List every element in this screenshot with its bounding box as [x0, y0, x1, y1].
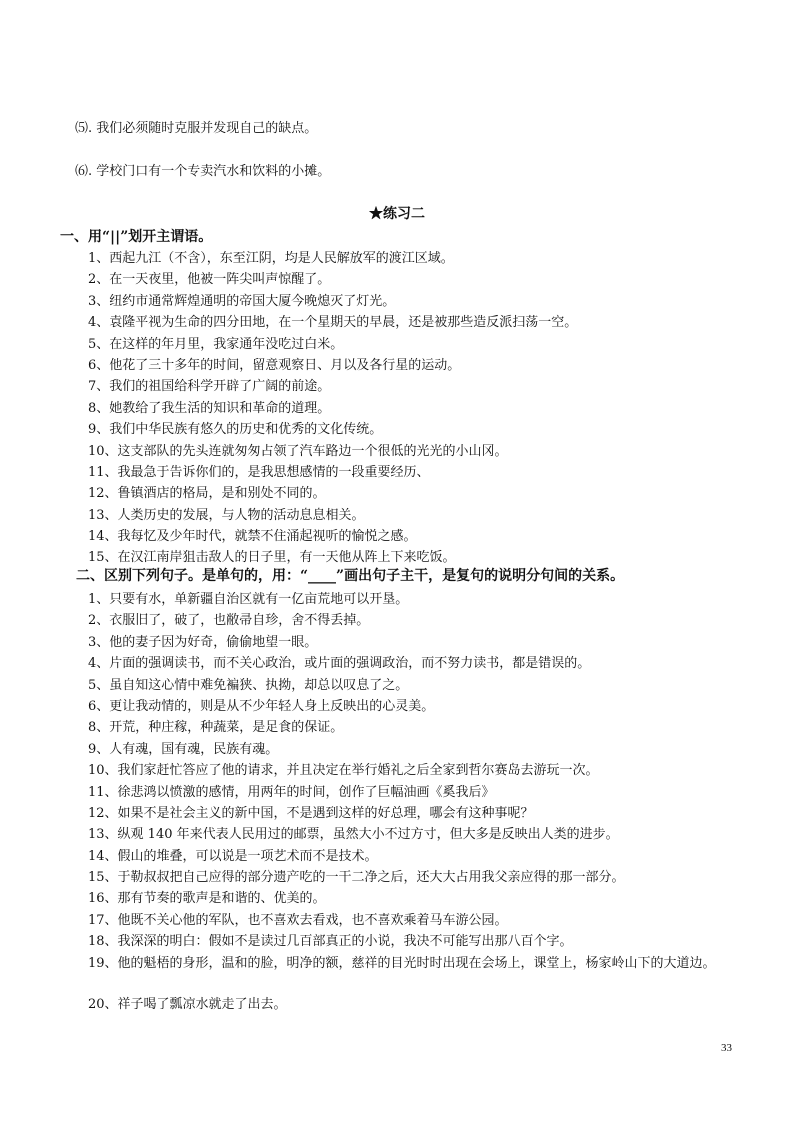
list-item-wrapped: 19、他的魁梧的身形，温和的脸，明净的额，慈祥的目光时时出现在会场上，课堂上，杨家岭山下的大道边。 [88, 956, 716, 971]
list-item: 15、在汉江南岸狙击敌人的日子里，有一天他从阵上下来吃饭。 [88, 550, 456, 566]
list-item: 13、人类历史的发展，与人物的活动息息相关。 [88, 507, 365, 523]
list-item: 2、在一天夜里，他被一阵尖叫声惊醒了。 [88, 272, 331, 288]
list-item: 10、我们家赶忙答应了他的请求，并且决定在举行婚礼之后全家到哲尔赛岛去游玩一次。 [88, 763, 599, 779]
list-item: 11、我最急于告诉你们的，是我思想感情的一段重要经历、 [88, 464, 430, 480]
list-item: 14、我每忆及少年时代，就禁不住涌起视听的愉悦之感。 [88, 529, 417, 545]
list-item: 16、那有节奏的歌声是和谐的、优美的。 [88, 891, 326, 907]
list-item: 6、他花了三十多年的时间，留意观察日、月以及各行星的运动。 [88, 357, 461, 373]
list-item: 3、纽约市通常辉煌通明的帝国大厦今晚熄灭了灯光。 [88, 293, 396, 309]
section1-heading: 一、用“||”划开主谓语。 [60, 229, 213, 245]
exercise-item-5: ⑸. 我们必须随时克服并发现自己的缺点。 [75, 121, 318, 136]
list-item: 12、鲁镇酒店的格局，是和别处不同的。 [88, 486, 326, 502]
list-item: 11、徐悲鸿以愤激的感情，用两年的时间，创作了巨幅油画《奚我后》 [88, 784, 495, 800]
section-title: ★练习二 [369, 206, 425, 222]
section2-heading: 二、区别下列句子。是单句的，用：“____”画出句子主干，是复句的说明分句间的关系。 [76, 568, 625, 584]
list-item: 1、只要有水，单新疆自治区就有一亿亩荒地可以开垦。 [88, 592, 409, 607]
list-item: 8、她教给了我生活的知识和革命的道理。 [88, 400, 331, 416]
list-item: 4、袁隆平视为生命的四分田地，在一个星期天的早晨，还是被那些造反派扫荡一空。 [88, 315, 578, 331]
list-item: 2、衣服旧了，破了，也敝帚自珍，舍不得丢掉。 [88, 613, 370, 629]
section2-list [88, 589, 625, 953]
list-item: 5、虽自知这心情中难免褊狭、执拗，却总以叹息了之。 [88, 677, 409, 693]
list-item: 9、人有魂，国有魂，民族有魂。 [88, 741, 279, 757]
list-item: 1、西起九江（不含），东至江阴，均是人民解放军的渡江区域。 [88, 251, 454, 266]
list-item: 5、在这样的年月里，我家通年没吃过白米。 [88, 336, 344, 352]
list-item: 18、我深深的明白：假如不是读过几百部真正的小说，我决不可能写出那八百个字。 [88, 934, 573, 950]
list-item: 14、假山的堆叠，可以说是一项艺术而不是技术。 [88, 848, 378, 864]
list-item: 4、片面的强调读书，而不关心政治，或片面的强调政治，而不努力读书，都是错误的。 [88, 656, 591, 672]
exercise-item-6: ⑹. 学校门口有一个专卖汽水和饮料的小摊。 [75, 164, 331, 179]
list-item: 9、我们中华民族有悠久的历史和优秀的文化传统。 [88, 422, 383, 438]
list-item: 20、祥子喝了瓢凉水就走了出去。 [88, 997, 287, 1012]
list-item: 7、我们的祖国给科学开辟了广阔的前途。 [88, 379, 331, 395]
list-item: 17、他既不关心他的军队，也不喜欢去看戏，也不喜欢乘着马车游公园。 [88, 912, 508, 928]
list-item: 10、这支部队的先头连就匆匆占领了汽车路边一个很低的光光的小山冈。 [88, 443, 508, 459]
list-item: 15、于勒叔叔把自己应得的部分遗产吃的一干二净之后，还大大占用我父亲应得的那一部分。 [88, 870, 625, 886]
list-item: 12、如果不是社会主义的新中国，不是遇到这样的好总理，哪会有这种事呢？ [88, 805, 534, 821]
section1-list [88, 248, 577, 569]
list-item: 3、他的妻子因为好奇，偷偷地望一眼。 [88, 634, 318, 650]
page-number: 33 [721, 1042, 732, 1054]
list-item: 13、纵观 140 年来代表人民用过的邮票，虽然大小不过方寸，但大多是反映出人类的进步。 [88, 827, 619, 843]
list-item: 6、更让我动情的，则是从不少年轻人身上反映出的心灵美。 [88, 698, 435, 714]
list-item: 8、开荒，种庄稼，种蔬菜，是足食的保证。 [88, 720, 344, 736]
